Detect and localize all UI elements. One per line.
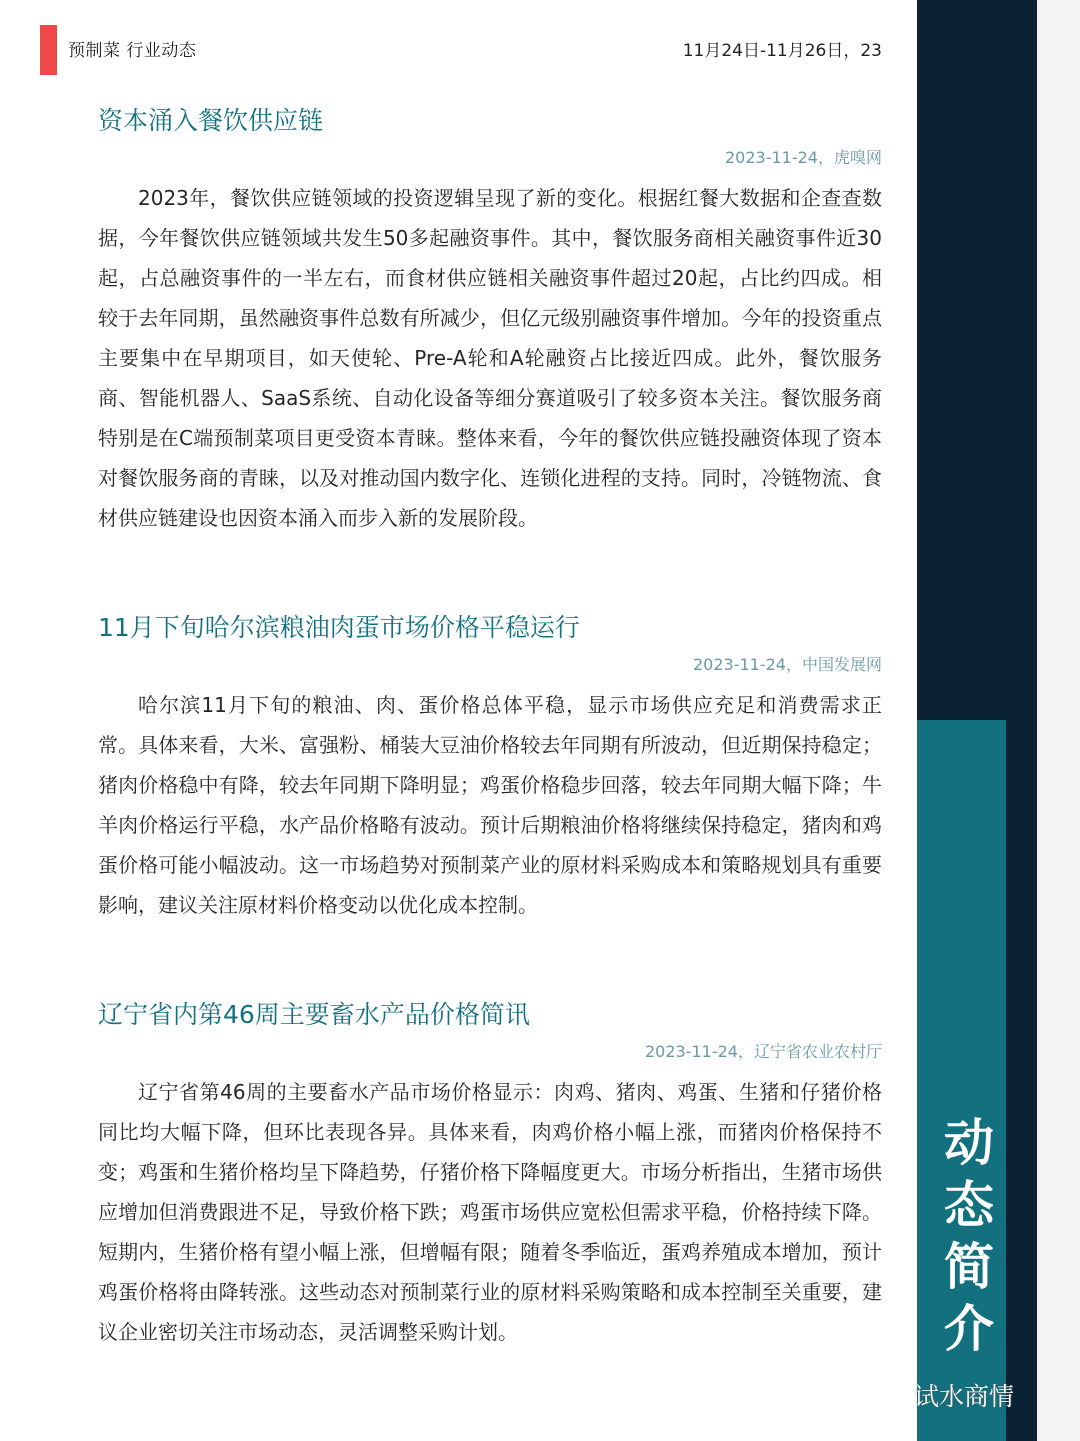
watermark [868, 1377, 1014, 1413]
article-body: 辽宁省第46周的主要畜水产品市场价格显示：肉鸡、猪肉、鸡蛋、生猪和仔猪价格同比均大幅下降，但环比表现各异。具体来看，肉鸡价格小幅上涨，而猪肉价格保持不变；鸡蛋和生猪价格均呈下降趋势，仔猪价格下降幅度更大。市场分析指出，生猪市场供应增加但消费跟进不足，导致价格下跌；鸡蛋市场供应宽松但需求平稳，价格持续下降。短期内，生猪价格有望小幅上涨，但增幅有限；随着冬季临近，蛋鸡养殖成本增加，预计鸡蛋价格将由降转涨。这些动态对预制菜行业的原材料采购策略和成本控制至关重要，建议企业密切关注市场动态，灵活调整采购计划。 [98, 1080, 882, 1344]
sidebar-title-char: 动 [944, 1114, 994, 1172]
article [98, 105, 882, 538]
article-title: 11月下旬哈尔滨粮油肉蛋市场价格平稳运行 [98, 613, 580, 642]
sidebar-title-char: 介 [944, 1300, 994, 1358]
article-title: 资本涌入餐饮供应链 [98, 106, 324, 135]
wechat-icon [868, 1380, 912, 1410]
article-body: 哈尔滨11月下旬的粮油、肉、蛋价格总体平稳，显示市场供应充足和消费需求正常。具体来看，大米、富强粉、桶装大豆油价格较去年同期有所波动，但近期保持稳定；猪肉价格稳中有降，较去年同期下降明显；鸡蛋价格稳步回落，较去年同期大幅下降；牛羊肉价格运行平稳，水产品价格略有波动。预计后期粮油价格将继续保持稳定，猪肉和鸡蛋价格可能小幅波动。这一市场趋势对预制菜产业的原材料采购成本和策略规划具有重要影响，建议关注原材料价格变动以优化成本控制。 [98, 693, 882, 917]
article-body: 2023年，餐饮供应链领域的投资逻辑呈现了新的变化。根据红餐大数据和企查查数据，今年餐饮供应链领域共发生50多起融资事件。其中，餐饮服务商相关融资事件近30起，占总融资事件的一半左右，而食材供应链相关融资事件超过20起，占比约四成。相较于去年同期，虽然融资事件总数有所减少，但亿元级别融资事件增加。今年的投资重点主要集中在早期项目，如天使轮、Pre-A轮和A轮融资占比接近四成。此外，餐饮服务商、智能机器人、SaaS系统、自动化设备等细分赛道吸引了较多资本关注。餐饮服务商特别是在C端预制菜项目更受资本青睐。整体来看，今年的餐饮供应链投融资体现了资本对餐饮服务商的青睐，以及对推动国内数字化、连锁化进程的支持。同时，冷链物流、食材供应链建设也因资本涌入而步入新的发展阶段。 [98, 186, 882, 530]
sidebar-title-char: 态 [944, 1176, 994, 1234]
header-accent-bar [40, 25, 57, 75]
header-date-range: 11月24日-11月26日，23 [682, 41, 882, 61]
article-title: 辽宁省内第46周主要畜水产品价格简讯 [98, 1000, 530, 1029]
sidebar-vertical-title [917, 1112, 1021, 1360]
article-meta: 2023-11-24，中国发展网 [693, 655, 882, 674]
header-category: 预制菜 行业动态 [68, 41, 197, 61]
article-meta: 2023-11-24，虎嗅网 [725, 148, 882, 167]
sidebar-title-char: 简 [944, 1238, 994, 1296]
article [98, 612, 882, 925]
page-edge [1037, 0, 1080, 1441]
article [98, 999, 882, 1352]
watermark-text: 试水商情 [914, 1382, 1015, 1411]
article-meta: 2023-11-24，辽宁省农业农村厅 [645, 1042, 882, 1061]
